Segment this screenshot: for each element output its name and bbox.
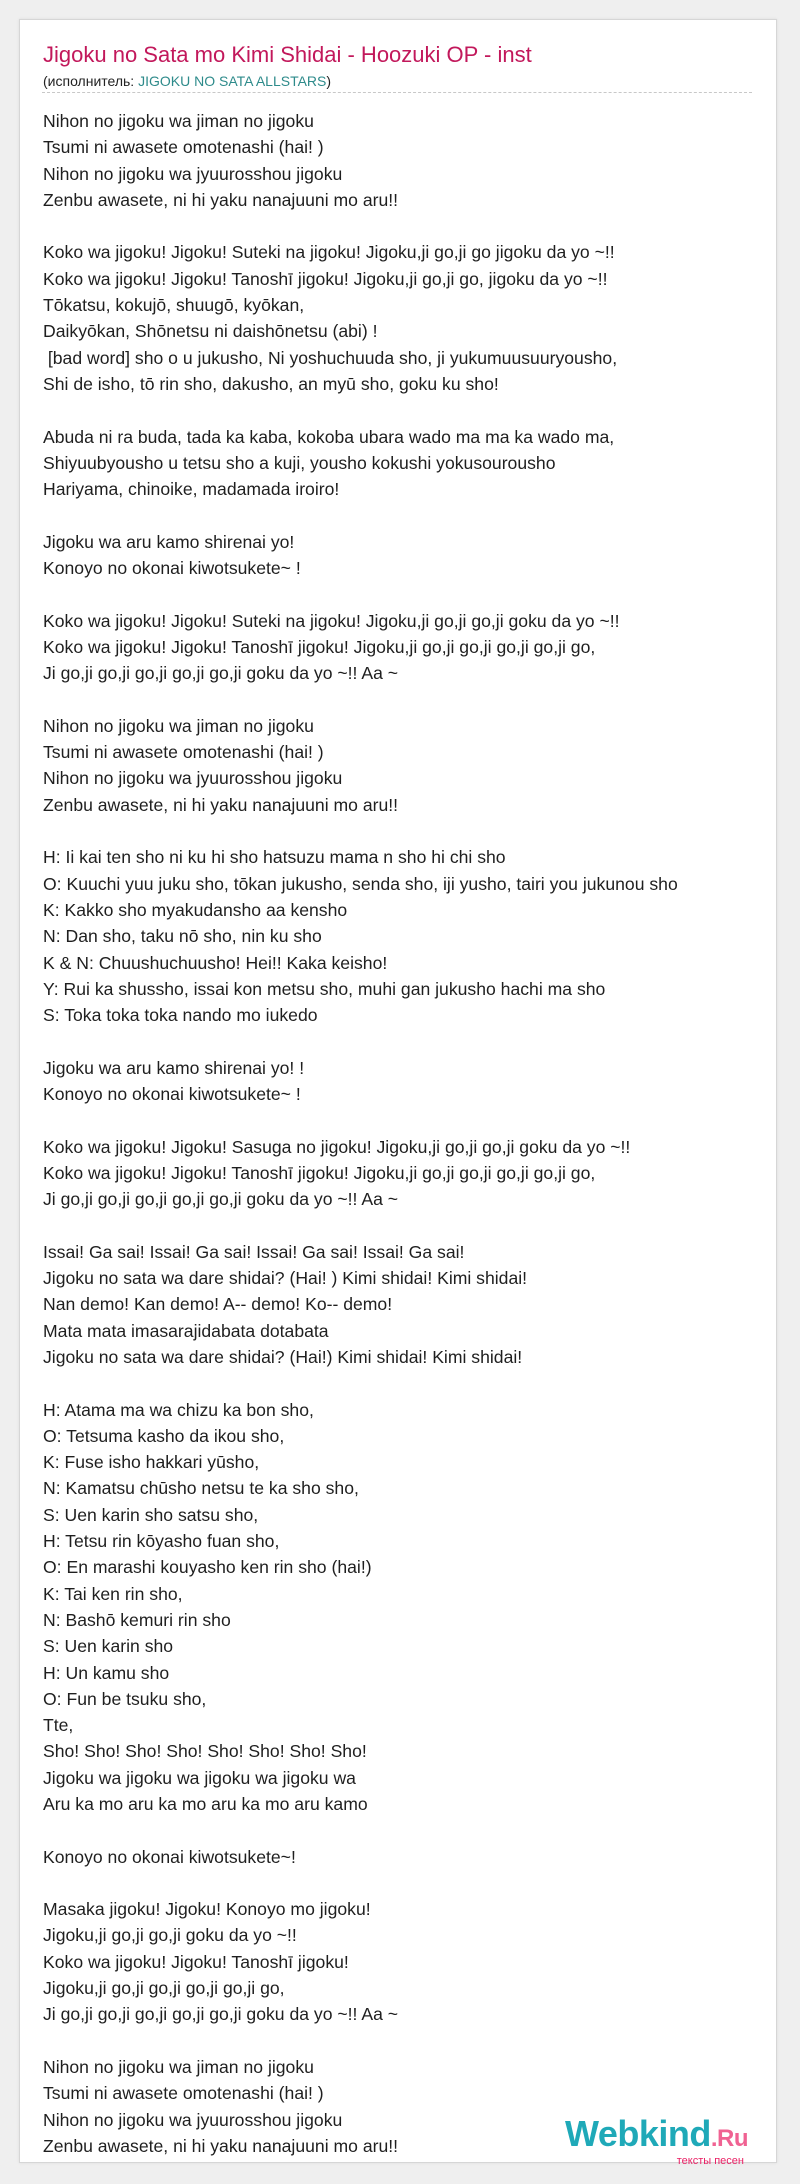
lyric-line: Nihon no jigoku wa jiman no jigoku [43,715,314,736]
lyric-line: Jigoku wa jigoku wa jigoku wa jigoku wa [43,1767,356,1788]
lyric-line: [bad word] sho o u jukusho, Ni yoshuchuuda sho, ji yukumuusuuryousho, [43,347,618,368]
lyric-line: S: Toka toka toka nando mo iukedo [43,1005,318,1026]
lyric-line: Mata mata imasarajidabata dotabata [43,1320,329,1341]
lyric-line: O: Kuuchi yuu juku sho, tōkan jukusho, senda sho, iji yusho, tairi you jukunou sho [43,873,678,894]
lyric-line: K: Fuse isho hakkari yūsho, [43,1452,260,1473]
lyric-line: Shiyuubyousho u tetsu sho a kuji, yousho kokushi yokusourousho [43,452,556,473]
stanza-break [43,1212,773,1238]
lyric-line: N: Kamatsu chūsho netsu te ka sho sho, [43,1478,359,1499]
lyric-line: Ji go,ji go,ji go,ji go,ji go,ji goku da yo ~!! Aa ~ [43,663,399,684]
lyric-line: Zenbu awasete, ni hi yaku nanajuuni mo aru!! [43,794,399,815]
lyric-line: Tsumi ni awasete omotenashi (hai! ) [43,137,324,158]
lyric-line: Ji go,ji go,ji go,ji go,ji go,ji goku da yo ~!! Aa ~ [43,1189,399,1210]
lyric-line: Issai! Ga sai! Issai! Ga sai! Issai! Ga sai! Issai! Ga sai! [43,1241,465,1262]
lyric-line: Jigoku wa aru kamo shirenai yo! ! [43,1057,305,1078]
lyric-line: Koko wa jigoku! Jigoku! Suteki na jigoku! Jigoku,ji go,ji go jigoku da yo ~!! [43,242,615,263]
lyrics-body [43,108,773,2159]
lyric-line: Nihon no jigoku wa jyuurosshou jigoku [43,768,343,789]
logo-brand: Webkind [564,2113,711,2154]
lyric-line: O: Fun be tsuku sho, [43,1688,207,1709]
lyric-line: Jigoku wa aru kamo shirenai yo! [43,531,295,552]
lyric-line: Nan demo! Kan demo! A-- demo! Ko-- demo! [43,1294,393,1315]
lyric-line: Shi de isho, tō rin sho, dakusho, an myū sho, goku ku sho! [43,373,499,394]
lyric-line: K: Kakko sho myakudansho aa kensho [43,899,348,920]
lyric-line: Nihon no jigoku wa jiman no jigoku [43,111,314,131]
lyric-line: O: Tetsuma kasho da ikou sho, [43,1425,285,1446]
lyric-line: Konoyo no okonai kiwotsukete~ ! [43,558,301,579]
lyric-line: K: Tai ken rin sho, [43,1583,183,1604]
logo-tld: .Ru [710,2125,748,2152]
stanza-break [43,1870,773,1896]
lyric-line: Koko wa jigoku! Jigoku! Tanoshī jigoku! Jigoku,ji go,ji go,ji go,ji go,ji go, [43,1162,596,1183]
stanza-break [43,502,773,528]
song-title: Jigoku no Sata mo Kimi Shidai - Hoozuki OP - inst [43,42,532,67]
webkind-logo[interactable] [564,2113,748,2167]
lyric-line: Koko wa jigoku! Jigoku! Sasuga no jigoku! Jigoku,ji go,ji go,ji goku da yo ~!! [43,1136,631,1157]
lyric-line: O: En marashi kouyasho ken rin sho (hai!) [43,1557,372,1578]
lyric-line: Abuda ni ra buda, tada ka kaba, kokoba ubara wado ma ma ka wado ma, [43,426,615,447]
lyric-line: Nihon no jigoku wa jyuurosshou jigoku [43,163,343,184]
artist-prefix: (исполнитель: [43,73,139,89]
stanza-break [43,1370,773,1396]
lyric-line: Y: Rui ka shussho, issai kon metsu sho, muhi gan jukusho hachi ma sho [43,978,606,999]
lyric-line: Sho! Sho! Sho! Sho! Sho! Sho! Sho! Sho! [43,1741,367,1762]
lyric-line: Koko wa jigoku! Jigoku! Suteki na jigoku! Jigoku,ji go,ji go,ji goku da yo ~!! [43,610,620,631]
artist-link[interactable]: JIGOKU NO SATA ALLSTARS [138,73,327,89]
lyric-line: Nihon no jigoku wa jyuurosshou jigoku [43,2109,343,2130]
lyric-line: Konoyo no okonai kiwotsukete~! [43,1846,296,1867]
lyric-line: S: Uen karin sho satsu sho, [43,1504,259,1525]
stanza-break [43,213,773,239]
stanza-break [43,397,773,423]
lyric-line: Tte, [43,1715,74,1736]
lyric-line: H: Un kamu sho [43,1662,170,1683]
header-divider [42,92,752,93]
artist-line [43,73,331,89]
stanza-break [43,2028,773,2054]
stanza-break [43,581,773,607]
stanza-break [43,818,773,844]
lyric-line: Jigoku,ji go,ji go,ji goku da yo ~!! [43,1925,297,1946]
stanza-break [43,1028,773,1054]
lyric-line: Aru ka mo aru ka mo aru ka mo aru kamo [43,1794,368,1814]
lyric-line: Tsumi ni awasete omotenashi (hai! ) [43,742,324,763]
lyric-line: Jigoku no sata wa dare shidai? (Hai!) Kimi shidai! Kimi shidai! [43,1346,523,1367]
lyric-line: Jigoku,ji go,ji go,ji go,ji go,ji go, [43,1978,285,1999]
lyric-line: Ji go,ji go,ji go,ji go,ji go,ji goku da yo ~!! Aa ~ [43,2004,399,2025]
lyric-line: Jigoku no sata wa dare shidai? (Hai! ) Kimi shidai! Kimi shidai! [43,1268,528,1289]
lyric-line: N: Bashō kemuri rin sho [43,1609,231,1630]
stanza-break [43,1107,773,1133]
lyric-line: N: Dan sho, taku nō sho, nin ku sho [43,926,322,947]
lyric-line: Daikyōkan, Shōnetsu ni daishōnetsu (abi) ! [43,321,378,342]
lyric-line: Nihon no jigoku wa jiman no jigoku [43,2056,314,2077]
lyric-line: Tōkatsu, kokujō, shuugō, kyōkan, [43,295,305,316]
lyric-line: S: Uen karin sho [43,1636,174,1657]
lyric-line: Zenbu awasete, ni hi yaku nanajuuni mo aru!! [43,2135,399,2156]
lyrics-card [19,19,777,2167]
lyric-line: Masaka jigoku! Jigoku! Konoyo mo jigoku! [43,1899,371,1920]
lyric-line: K & N: Chuushuchuusho! Hei!! Kaka keisho! [43,952,388,973]
lyric-line: H: Ii kai ten sho ni ku hi sho hatsuzu mama n sho hi chi sho [43,847,506,868]
logo-tagline: тексты песен [676,2155,744,2167]
stanza-break [43,1817,773,1843]
lyric-line: Zenbu awasete, ni hi yaku nanajuuni mo aru!! [43,189,399,210]
lyric-line: Tsumi ni awasete omotenashi (hai! ) [43,2083,324,2104]
lyric-line: H: Tetsu rin kōyasho fuan sho, [43,1531,280,1552]
lyric-line: Hariyama, chinoike, madamada iroiro! [43,479,340,500]
artist-suffix: ) [326,73,332,89]
lyric-line: Konoyo no okonai kiwotsukete~ ! [43,1083,301,1104]
lyric-line: Koko wa jigoku! Jigoku! Tanoshī jigoku! [43,1951,349,1972]
lyric-line: H: Atama ma wa chizu ka bon sho, [43,1399,314,1420]
lyric-line: Koko wa jigoku! Jigoku! Tanoshī jigoku! Jigoku,ji go,ji go, jigoku da yo ~!! [43,268,608,289]
lyric-line: Koko wa jigoku! Jigoku! Tanoshī jigoku! Jigoku,ji go,ji go,ji go,ji go,ji go, [43,636,596,657]
stanza-break [43,687,773,713]
